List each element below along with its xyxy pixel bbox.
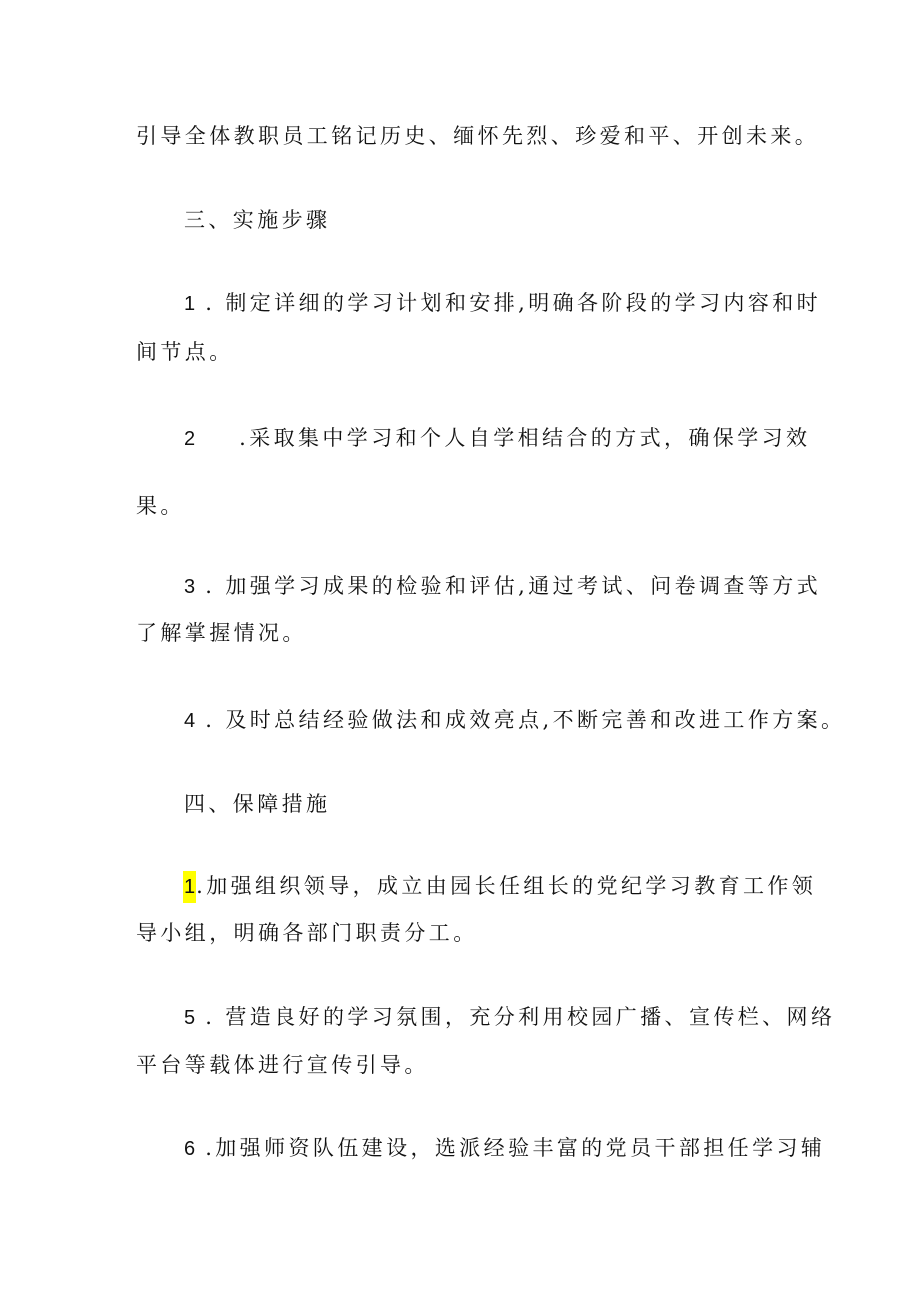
highlighted-number: 1 — [183, 871, 196, 903]
section-heading-implementation — [184, 205, 330, 235]
measure-text: .加强组织领导，成立由园长任组长的党纪学习教育工作领 — [196, 874, 817, 898]
step-2-line-2 — [136, 491, 185, 521]
measure-text: . 营造良好的学习氛围，充分利用校园广播、宣传栏、网络 — [195, 1005, 836, 1029]
step-text: 间节点。 — [136, 340, 234, 364]
step-number: 3 — [184, 576, 196, 598]
step-text: 果。 — [136, 494, 185, 518]
measure-1-line-2 — [136, 918, 478, 948]
step-text: . 加强学习成果的检验和评估,通过考试、问卷调查等方式 — [195, 574, 822, 598]
step-2-line-1 — [184, 423, 810, 454]
step-1-line-1 — [184, 288, 821, 319]
step-text: . 及时总结经验做法和成效亮点,不断完善和改进工作方案。 — [195, 708, 846, 732]
section-heading-safeguards — [184, 789, 330, 819]
measure-text: 平台等载体进行宣传引导。 — [136, 1053, 429, 1077]
paragraph-intro-tail — [136, 121, 819, 151]
step-number: 2 — [184, 428, 196, 450]
step-number: 4 — [184, 710, 196, 732]
measure-number: 6 — [184, 1138, 196, 1160]
heading-text: 三、实施步骤 — [184, 208, 331, 232]
step-3-line-2 — [136, 618, 307, 648]
measure-number: 5 — [184, 1007, 196, 1029]
measure-text: 导小组，明确各部门职责分工。 — [136, 921, 478, 945]
step-1-line-2 — [136, 337, 234, 367]
measure-1-line-1 — [184, 871, 816, 903]
measure-6-line-1 — [184, 1133, 825, 1164]
step-text: 了解掌握情况。 — [136, 621, 307, 645]
step-4-line-1 — [184, 705, 845, 736]
heading-text: 四、保障措施 — [184, 792, 331, 816]
step-3-line-1 — [184, 571, 821, 602]
measure-text: .加强师资队伍建设，选派经验丰富的党员干部担任学习辅 — [195, 1136, 826, 1160]
step-text: .采取集中学习和个人自学相结合的方式，确保学习效 — [239, 426, 811, 450]
step-text: . 制定详细的学习计划和安排,明确各阶段的学习内容和时 — [195, 291, 822, 315]
step-number: 1 — [184, 293, 196, 315]
paragraph-text: 引导全体教职员工铭记历史、缅怀先烈、珍爱和平、开创未来。 — [136, 124, 820, 148]
measure-5-line-2 — [136, 1050, 429, 1080]
measure-5-line-1 — [184, 1002, 835, 1033]
